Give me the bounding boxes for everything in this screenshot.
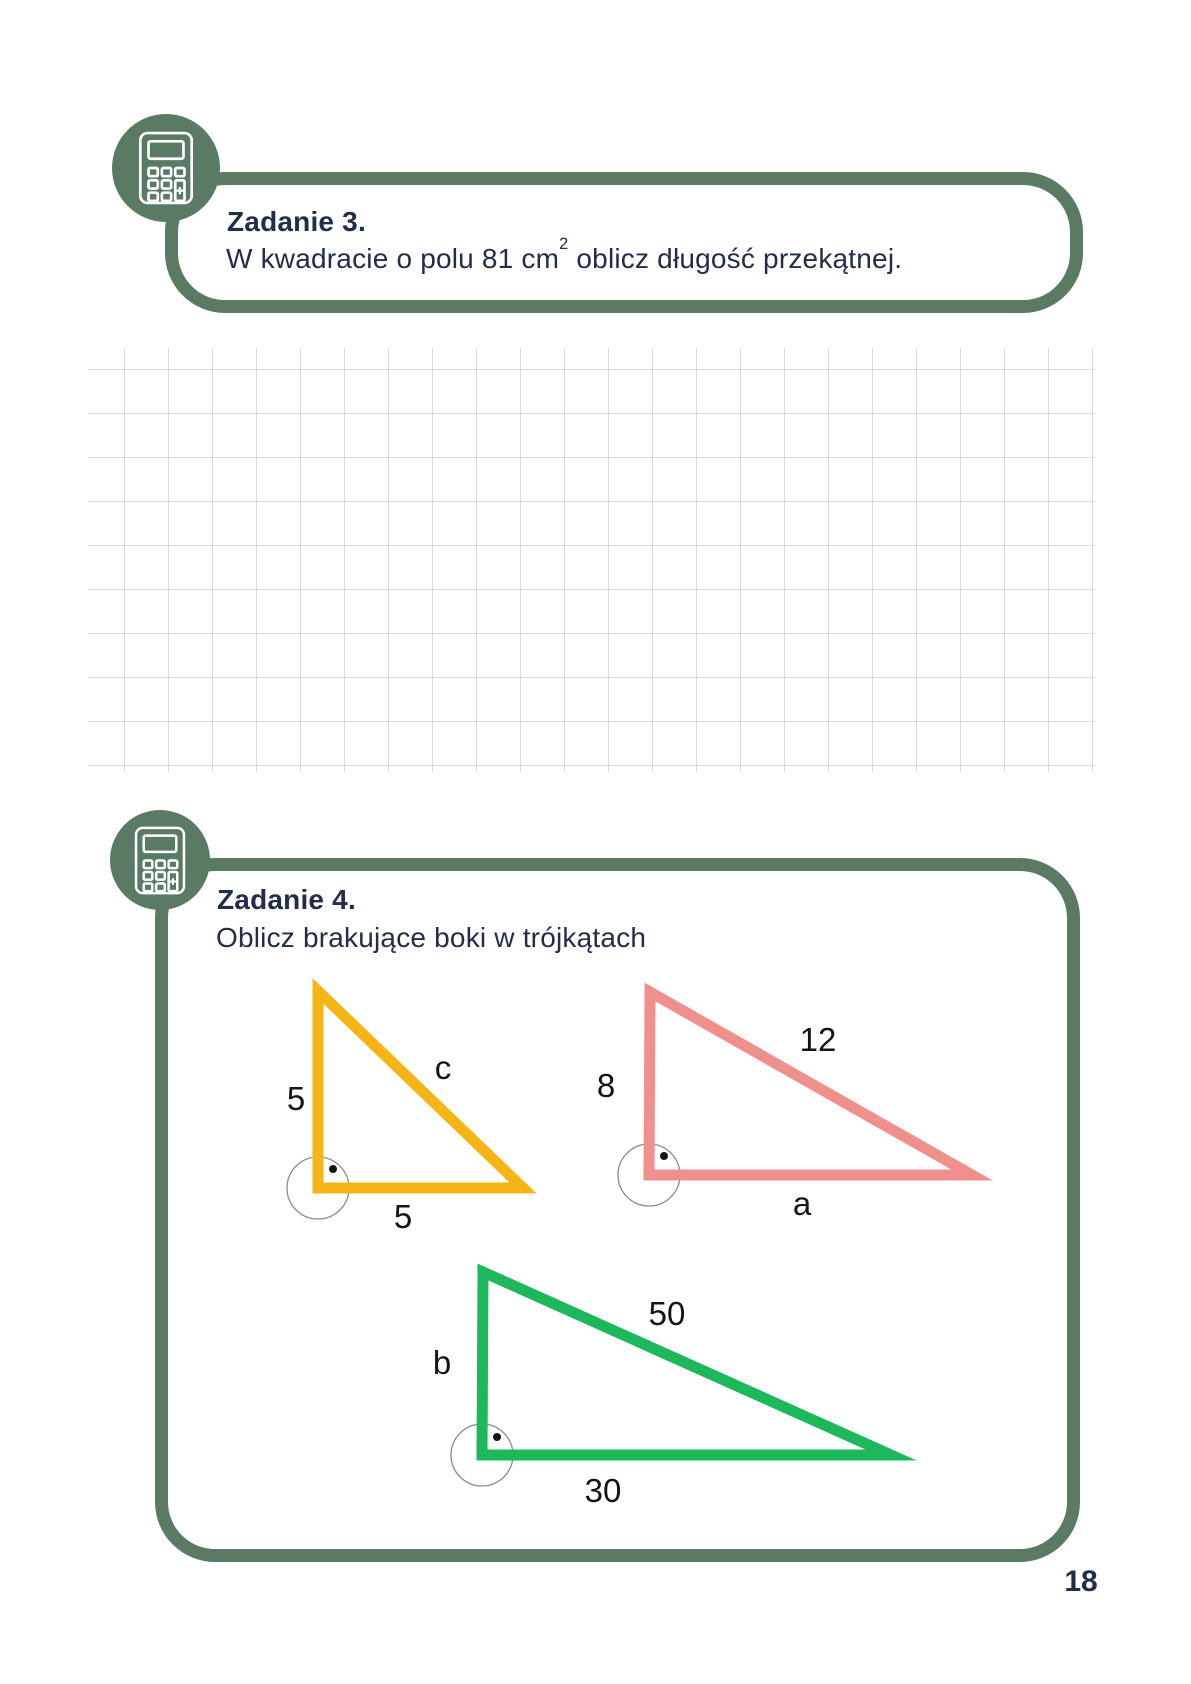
task3-body bbox=[226, 234, 903, 275]
pink-triangle-vertical-label: 8 bbox=[596, 1067, 616, 1104]
task4-calculator-badge bbox=[110, 810, 210, 910]
task4-subtitle: Oblicz brakujące boki w trójkątach bbox=[216, 922, 647, 953]
green-triangle-vertical-label: b bbox=[432, 1344, 452, 1381]
task3-body-suffix: oblicz długość przekątnej. bbox=[576, 243, 903, 274]
task3-body-superscript: 2 bbox=[559, 234, 569, 253]
pink-triangle-base-label: a bbox=[792, 1185, 812, 1222]
task4-card bbox=[155, 858, 1080, 1562]
calculator-icon bbox=[138, 131, 194, 205]
task3-body-prefix: W kwadracie o polu 81 cm bbox=[226, 243, 560, 274]
task3-calculator-badge bbox=[112, 114, 220, 222]
grid-paper bbox=[88, 348, 1095, 772]
task3-title: Zadanie 3. bbox=[227, 206, 366, 237]
yellow-triangle-vertical-label: 5 bbox=[286, 1080, 306, 1117]
green-triangle-base-label: 30 bbox=[584, 1472, 622, 1509]
yellow-triangle-hypotenuse-label: c bbox=[434, 1049, 452, 1086]
page-number: 18 bbox=[1064, 1565, 1098, 1598]
task4-title: Zadanie 4. bbox=[217, 884, 356, 915]
pink-triangle-hypotenuse-label: 12 bbox=[799, 1021, 837, 1058]
yellow-triangle-base-label: 5 bbox=[393, 1198, 413, 1235]
green-triangle-hypotenuse-label: 50 bbox=[648, 1295, 686, 1332]
calculator-icon bbox=[134, 826, 186, 895]
